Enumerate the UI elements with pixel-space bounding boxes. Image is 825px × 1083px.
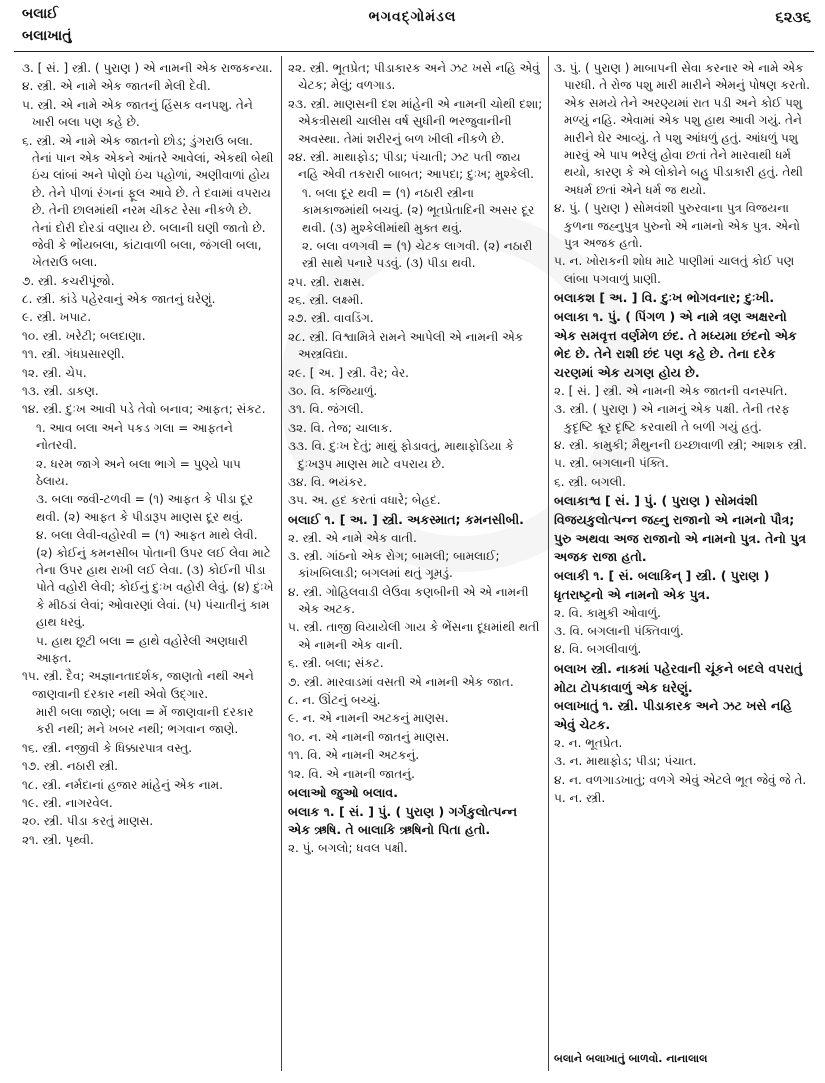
sense-entry: ૨૪. સ્ત્રી. માથાફોડ; પીડા; પંચાતી; ઝટ પતી જાય નહિ એવી તકરારી બાબત; આપદા; દુઃખ; મુશ્કેલી. (288, 149, 534, 182)
sense-entry: ૮. સ્ત્રી. કાંડે પહેરવાનું એક જાતનું ઘરેણું. (22, 292, 216, 307)
sense-entry: ૪. સ્ત્રી. ગોહિલવાડી લેઉવા કણબીની એ એ નામની એક અટક. (288, 584, 529, 617)
sense-entry: ૨. સ્ત્રી. એ નામે એક વાતી. (288, 530, 417, 545)
column-1 (22, 60, 274, 850)
sense-entry: ૭. સ્ત્રી. કચરીપૂંજો. (22, 273, 115, 288)
footer-quote: બલાને બલાખાતું બાળવો. નાનાલાલ (554, 1052, 708, 1065)
headword-entry: બલાકી ૧. [ સં. બલાકિન્ ] સ્ત્રી. ( પુરાણ ) ધૃતરાષ્ટ્રનો એ નામનો એક પુત્ર. (554, 568, 770, 602)
sense-entry: ૩૦. વિ. કજિયાળું. (288, 384, 378, 399)
sense-entry: ૪. વિ. બગલીવાળું. (554, 642, 642, 657)
sense-entry: ૧૧. વિ. એ નામની અટકનું. (288, 748, 420, 763)
sense-entry: ૯. સ્ત્રી. ખપાટ. (22, 310, 92, 325)
sense-entry: ૧૩. સ્ત્રી. ડાકણ. (22, 384, 99, 399)
sense-entry: ૧૬. સ્ત્રી. નજીવી કે ધિક્કારપાત્ર વસ્તુ. (22, 740, 193, 755)
sense-entry: ૪. સ્ત્રી. એ નામે એક જાતની મેલી દેવી. (22, 79, 211, 94)
sense-entry: ૪. સ્ત્રી. કામુકી; મૈથુનની ઇચ્છાવાળી સ્ત્રી; આશક સ્ત્રી. (554, 438, 807, 452)
sense-entry: ૯. ન. એ નામની અટકનું માણસ. (288, 711, 449, 726)
headword-entry: બલાકા ૧. પું. ( પિંગળ ) એ નામે ત્રણ અક્ષરનો એક સમવૃત્ત વર્ણમેળ છંદ. તે મધ્યમા છંદનો એક ભેદ છે. તેને રાશી છંદ પણ કહે છે. તેના દરેક ચરણમાં એક યગણ હોય છે. (554, 308, 797, 381)
sense-entry: ૩. [ સં. ] સ્ત્રી. ( પુરાણ ) એ નામની એક રાજકન્યા. (22, 61, 273, 75)
sense-entry: ૩૫. અ. હદ કરતાં વધારે; બેહદ. (288, 493, 441, 508)
sense-entry: ૧૯. સ્ત્રી. નાગરવેલ. (22, 796, 113, 811)
sense-entry: ૨. ન. ભૂતપ્રેત. (554, 735, 623, 750)
sense-entry: ૩. પું. ( પુરાણ ) માબાપની સેવા કરનાર એ નામે એક પારધી. તે રોજ પશુ મારી મારીને એમનું પોષણ કરતો. એક સમયે તેને અરણ્યમાં રાત પડી અને કોઈ પશુ મળ્યું નહિ. એવામાં એક પશુ હાથ આવી ગયું. તેને મારીને ઘેર આવ્યું. તે પશુ આંધળું હતું. આંધળું પશુ મારવું એ પાપ ભરેલું હોવા છતાં તેને મારવાથી ધર્મ થયો, કારણ કે એ લોકોને બહુ પીડાકારી હતું. તેથી અધર્મ છતાં એને ધર્મ જ થયો. (554, 61, 810, 197)
sense-entry: ૫. સ્ત્રી. બગલાની પંક્તિ. (554, 456, 669, 471)
sense-entry: ૧૧. સ્ત્રી. ગંધપ્રસારણી. (22, 347, 125, 362)
idiom-entry: ૧. બલા દૂર થવી = (૧) નઠારી સ્ત્રીના કામકાજમાંથી બચવું. (૨) ભૂતપ્રેતાદિની અસર દૂર થવી. (૩) મુશ્કેલીમાંથી મુક્ત થવું. (302, 185, 535, 235)
sense-entry: ૬. સ્ત્રી. એ નામે એક જાતનો છોડ; ડુંગરાઉ બલા. તેનાં પાન એક એકને આંતરે આવેલાં, એકથી બેથી ઇંચ લાંબાં અને પોણો ઇંચ પહોળાં, અણીવાળાં હોય છે. તેને પીળાં રંગનાં ફૂલ આવે છે. તે દવામાં વપરાય છે. તેની છાલમાંથી નરમ ચીકટ રેસા નીકળે છે. તેનાં દોરી દોરડાં વણાય છે. બલાની ઘણી જાતો છે. જેવી કે ભોંયબલા, કાંટાવાળી બલા, જંગલી બલા, ખેતરાઉ બલા. (22, 133, 274, 270)
sense-entry: ૧૦. ન. એ નામની જાતનું માણસ. (288, 729, 450, 744)
sense-entry: ૫. સ્ત્રી. એ નામે એક જાતનું હિંસક વનપશુ. તેને ખારી બલા પણ કહે છે. (22, 97, 253, 130)
sense-entry: ૨૨. સ્ત્રી. ભૂતપ્રેત; પીડાકારક અને ઝટ ખસે નહિ એવું ચેટક; મેલું; વળગાડ. (288, 61, 540, 93)
column-2 (288, 60, 543, 859)
page-header (0, 0, 825, 50)
idiom-entry: ૩. બલા જવી-ટળવી = (૧) આફત કે પીડા દૂર થવી. (૨) આફત કે પીડારૂપ માણસ દૂર થવું. (36, 492, 254, 524)
idiom-entry: ૫. હાથ છૂટી બલા = હાથે વહોરેલી અણધારી આફત. (36, 633, 248, 665)
sense-entry: ૨. [ સં. ] સ્ત્રી. એ નામની એક જાતની વનસ્પતિ. (554, 383, 788, 398)
idiom-entry: મારી બલા જાણે; બલા = મેં જાણવાની દરકાર કરી નથી; મને ખબર નથી; ભગવાન જાણે. (36, 705, 254, 737)
sense-entry: ૧૪. સ્ત્રી. દુઃખ આવી પડે તેવો બનાવ; આફત; સંકટ. (22, 402, 266, 417)
sense-entry: ૨૩. સ્ત્રી. માણસની દશ માંહેની એ નામની ચોથી દશા; એકત્રીસથી ચાલીસ વર્ષ સુધીની ભરજુવાનીની અવસ્થા. તેમાં શરીરનું બળ ખીલી નીકળે છે. (288, 96, 543, 146)
column-divider (548, 56, 549, 1071)
page-number: ૬૨૩૬ (775, 8, 811, 26)
column-3 (554, 60, 812, 808)
sense-entry: ૩૪. વિ. ભયંકર. (288, 474, 367, 489)
sense-entry: ૧૦. સ્ત્રી. ખરેટી; બલદાણા. (22, 328, 146, 343)
sense-entry: ૩૧. વિ. જંગલી. (288, 402, 364, 417)
sense-entry: ૨૦. સ્ત્રી. પીડા કરતું માણસ. (22, 814, 154, 829)
headword-entry: બલાખ સ્ત્રી. નાકમાં પહેરવાની ચૂંકને બદલે વપરાતું મોટા ટોપકાવાળું એક ઘરેણું. (554, 660, 803, 695)
header-rule (14, 51, 814, 52)
book-title: ભગવદ્ગોમંડલ (368, 9, 457, 25)
headword-entry: બલાકાશ્વ [ સં. ] પું. ( પુરાણ ) સોમવંશી વિજયકુલોત્પન્ન જહ્નુ રાજાનો એ નામનો પૌત્ર; પુરુ અથવા અજ રાજાનો એ નામનો પુત્ર. તેનો પુત્ર અજક રાજા હતો. (554, 493, 807, 565)
sense-entry: ૨૬. સ્ત્રી. લક્ષ્મી. (288, 293, 364, 308)
column-divider (281, 56, 282, 1071)
headword-entry: બલાખાતું ૧. સ્ત્રી. પીડાકારક અને ઝટ ખસે નહિ એવું ચેટક. (554, 698, 793, 733)
sense-entry: ૫. ન. સ્ત્રી. (554, 791, 606, 806)
sense-entry: ૬. સ્ત્રી. બલા; સંકટ. (288, 656, 384, 671)
headword-entry: બલાકશ [ અ. ] વિ. દુઃખ ભોગવનાર; દુઃખી. (554, 290, 775, 306)
sense-entry: ૧૨. સ્ત્રી. ચેપ. (22, 365, 87, 380)
sense-entry: ૨૯. [ અ. ] સ્ત્રી. વૈર; વેર. (288, 365, 409, 380)
sense-entry: ૧૨. વિ. એ નામની જાતનું. (288, 766, 415, 781)
sense-entry: ૩. વિ. બગલાની પંક્તિવાળું. (554, 624, 684, 639)
headword-entry: બલાઈ ૧. [ અ. ] સ્ત્રી. અકસ્માત; કમનસીબી. (288, 511, 524, 527)
sense-entry: ૪. ન. વળગાડખાતું; વળગે એવું એટલે ભૂત જેવું જે તે. (554, 772, 807, 787)
idiom-entry: ૨. ધરમ જાગે અને બલા ભાગે = પુણ્યે પાપ ઠેલાય. (36, 456, 241, 488)
sense-entry: ૩. ન. માથાફોડ; પીડા; પંચાત. (554, 754, 697, 769)
sense-entry: ૬. સ્ત્રી. બગલી. (554, 474, 626, 489)
idiom-entry: ૨. બલા વળગવી = (૧) ચેટક લાગવી. (૨) નઠારી સ્ત્રી સાથે પનારે પડવું. (૩) પીડા થવી. (302, 238, 533, 271)
sense-entry: ૩૨. વિ. તેજ; ચાલાક. (288, 420, 393, 435)
sense-entry: ૭. સ્ત્રી. મારવાડમાં વસતી એ નામની એક જાત. (288, 674, 514, 689)
sense-entry: ૩. સ્ત્રી. ગાંઠનો એક રોગ; બામલી; બામલાઈ; કાંખબિલાડી; બગલમાં થતું ગૂમડું. (288, 548, 500, 581)
sense-entry: ૨૭. સ્ત્રી. વાવડિંગ. (288, 311, 374, 326)
sense-entry: ૫. ન. ખોરાકની શોધ માટે પાણીમાં ચાલતું કોઈ પણ લાંબા પગવાળું પ્રાણી. (554, 254, 795, 286)
idiom-entry: ૪. બલા લેવી-વહોરવી = (૧) આફત માથે લેવી. (૨) કોઈનું કમનસીબ પોતાની ઉપર લઈ લેવા માટે તેના ઉપર હાથ રાખી લઈ લેવા. (૩) કોઈની પીડા પોતે વહોરી લેવી; કોઈનું દુઃખ વહોરી લેવું. (૪) દુઃખે કે મીઠડાં લેવાં; ઓવારણાં લેવાં. (૫) પંચાતીનું કામ હાથ ધરવું. (36, 528, 274, 630)
headword-entry: બલાઓ જુઓ બલાવ. (288, 784, 398, 800)
headword-entry: બલાક ૧. [ સં. ] પું. ( પુરાણ ) ગર્ગકુલોત્પન્ન એક ઋષિ. તે બાલાકિ ઋષિનો પિતા હતો. (288, 803, 518, 838)
sense-entry: ૪. પું. ( પુરાણ ) સોમવંશી પુરુરવાના પુત્ર વિજયના કુળના જહ્નુપુત્ર પુરુનો એ નામનો એક પુત્ર. એનો પુત્ર અજક હતો. (554, 201, 800, 250)
sense-entry: ૨૧. સ્ત્રી. પૃથ્વી. (22, 832, 94, 847)
sense-entry: ૨. પું. બગલો; ધવલ પક્ષી. (288, 841, 408, 856)
sense-entry: ૮. ન. ઊંટનું બચ્ચું. (288, 693, 381, 708)
sense-entry: ૨૫. સ્ત્રી. રાક્ષસ. (288, 274, 365, 289)
sense-entry: ૧૭. સ્ત્રી. નઠારી સ્ત્રી. (22, 759, 119, 774)
sense-entry: ૧૫. સ્ત્રી. દૈવ; અજ્ઞાનતાદર્શક, જાણતો નથી અને જાણવાની દરકાર નથી એવો ઉદ્ગાર. (22, 669, 254, 701)
guide-word-last: બલાખાતું (22, 28, 72, 44)
guide-word-first: બલાઈ (22, 6, 59, 22)
sense-entry: ૨. વિ. કામુકી ઓવાળું. (554, 605, 661, 620)
sense-entry: ૩. સ્ત્રી. ( પુરાણ ) એ નામનું એક પક્ષી. તેની તરફ કુદૃષ્ટિ ક્રૂર દૃષ્ટિ કરવાથી તે બળી ગયું હતું. (554, 402, 790, 434)
sense-entry: ૩૩. વિ. દુઃખ દેતું; માથું ફોડાવતું, માથાફોડિયા કે દુઃખરૂપ માણસ માટે વપરાય છે. (288, 439, 514, 471)
idiom-entry: ૧. આવ બલા અને પકડ ગલા = આફતને નોતરવી. (36, 420, 233, 453)
sense-entry: ૧૮. સ્ત્રી. નર્મદાનાં હજાર માંહેનું એક નામ. (22, 777, 223, 792)
sense-entry: ૫. સ્ત્રી. તાજી વિયાયેલી ગાય કે ભેંસના દૂધમાંથી થતી એ નામની એક વાની. (288, 620, 540, 652)
sense-entry: ૨૮. સ્ત્રી. વિશ્વામિત્રે રામને આપેલી એ નામની એક અસ્ત્રવિદ્યા. (288, 329, 524, 362)
